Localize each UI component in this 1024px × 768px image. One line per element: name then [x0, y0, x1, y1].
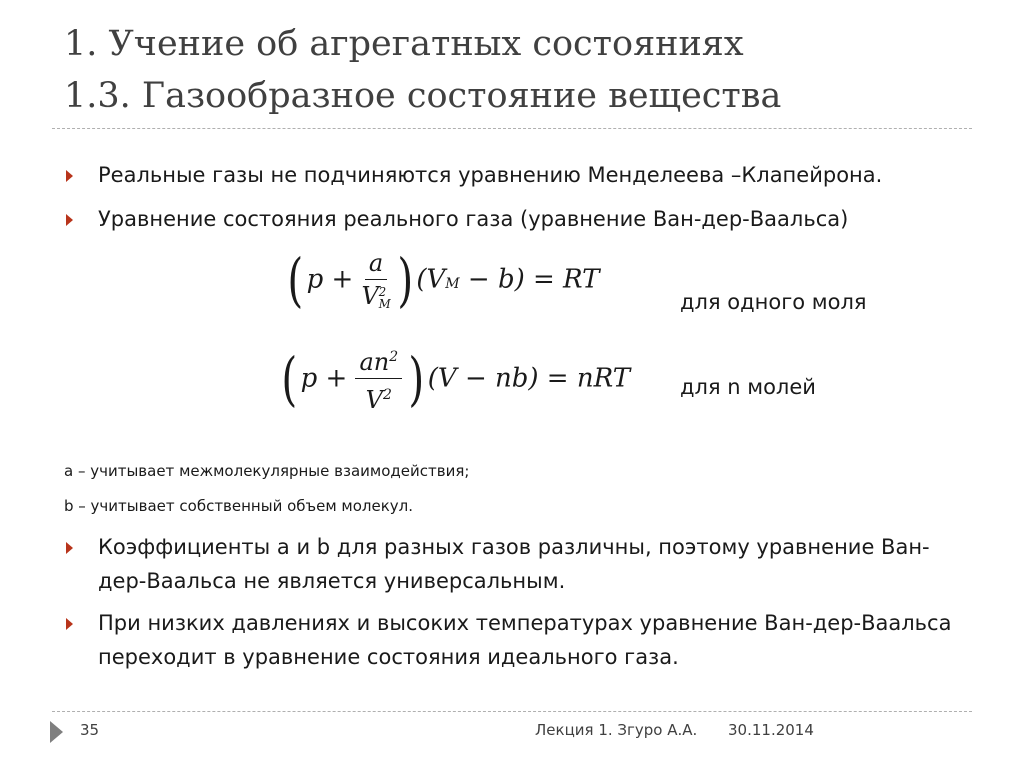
- den-indices: [379, 286, 391, 310]
- den-sup: 2: [382, 387, 392, 403]
- bullet-arrow-icon: [66, 618, 73, 630]
- bullet-text: При низких давлениях и высоких температурах уравнение Ван-дер-Ваальса переходит в уравнение состояния идеального газа.: [98, 611, 952, 669]
- vdw-formula-n-moles: [278, 342, 630, 415]
- close-paren: ): [408, 344, 425, 413]
- num-symbol: an: [359, 348, 390, 376]
- fraction-numerator: a: [365, 248, 387, 280]
- page-number: 35: [80, 721, 100, 739]
- fraction: [361, 248, 390, 311]
- formula-term: (V − nb) = nRT: [427, 363, 631, 394]
- formula-caption: для n молей: [680, 375, 816, 399]
- formula-term: p +: [306, 264, 354, 295]
- open-paren: (: [287, 245, 304, 314]
- fraction-numerator: [355, 342, 402, 379]
- footer-divider: [52, 711, 972, 712]
- open-paren: (: [281, 344, 298, 413]
- title-line-1: 1. Учение об агрегатных состояниях: [64, 24, 744, 64]
- footer-lecture: Лекция 1. Згуро А.А.: [535, 721, 698, 739]
- fraction: [355, 342, 402, 415]
- fraction-denominator: [366, 379, 392, 415]
- bullet-arrow-icon: [66, 170, 73, 182]
- formula-term: (V: [416, 264, 446, 295]
- formula-term: p +: [300, 363, 348, 394]
- title-divider: [52, 128, 972, 129]
- title-line-2: 1.3. Газообразное состояние вещества: [64, 76, 782, 116]
- slide-nav-arrow-icon: [50, 721, 63, 743]
- formula-term: − b) = RT: [459, 264, 600, 295]
- den-symbol: V: [365, 386, 383, 414]
- num-sup: 2: [389, 349, 399, 365]
- bullet-text: Коэффициенты а и b для разных газов различны, поэтому уравнение Ван-дер-Ваальса не является универсальным.: [98, 535, 930, 593]
- bullet-arrow-icon: [66, 542, 73, 554]
- bullet-arrow-icon: [66, 214, 73, 226]
- formula-sub: M: [445, 276, 460, 293]
- den-sub: M: [378, 296, 391, 311]
- footer-date: 30.11.2014: [728, 721, 814, 739]
- slide-title: [64, 18, 984, 122]
- den-symbol: V: [361, 282, 379, 310]
- bullet-text: Уравнение состояния реального газа (уравнение Ван-дер-Ваальса): [98, 207, 849, 231]
- close-paren: ): [397, 245, 413, 314]
- formula-caption: для одного моля: [680, 290, 867, 314]
- den-sup: 2: [378, 284, 387, 299]
- note-a: а – учитывает межмолекулярные взаимодействия;: [64, 462, 470, 480]
- fraction-denominator: [361, 280, 390, 311]
- vdw-formula-one-mole: [284, 245, 600, 314]
- bullet-text: Реальные газы не подчиняются уравнению Менделеева –Клапейрона.: [98, 163, 883, 187]
- note-b: b – учитывает собственный объем молекул.: [64, 497, 414, 515]
